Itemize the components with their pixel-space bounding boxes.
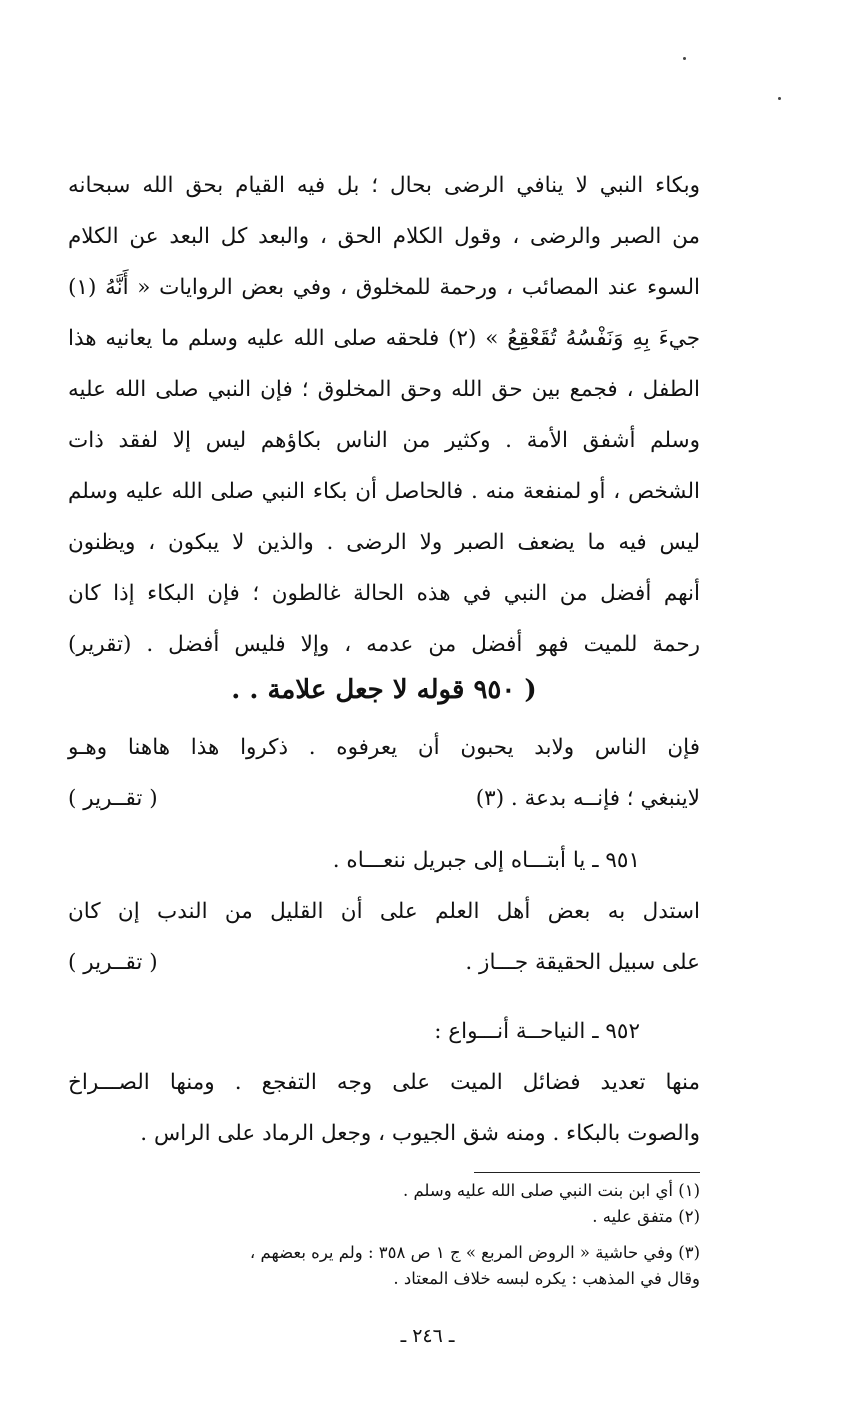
paragraph-line-with-tag: [68, 937, 700, 988]
paragraph-line: جيءَ بِهِ وَنَفْسُهُ تُقَعْقِعُ » (٢) فلحقه صلى الله عليه وسلم ما يعانيه هذا: [68, 326, 700, 351]
paragraph-line: لاينبغي ؛ فإنــه بدعة . (٣): [475, 786, 700, 811]
paragraph-line: وبكاء النبي لا ينافي الرضى بحال ؛ بل فيه القيام بحق الله سبحانه: [68, 173, 700, 198]
entry-title: ٩٥١ ـ يا أبتـــاه إلى جبريل ننعـــاه .: [332, 848, 640, 873]
paragraph-line: ليس فيه ما يضعف الصبر ولا الرضى . والذين لا يبكون ، ويظنون: [68, 530, 700, 555]
paragraph-line-with-tag: [68, 773, 700, 824]
source-tag: ( تقــرير ): [68, 786, 158, 811]
footnote-2: (٢) متفق عليه .: [592, 1207, 700, 1226]
section-950-text: [68, 722, 700, 824]
section-952: [68, 1006, 700, 1159]
paragraph-line: الطفل ، فجمع بين حق الله وحق المخلوق ؛ فإن النبي صلى الله عليه: [68, 377, 700, 402]
paragraph-line: السوء عند المصائب ، ورحمة للمخلوق ، وفي بعض الروايات « أَنَّهُ (١): [68, 275, 700, 300]
page-number: ـ ٢٤٦ ـ: [400, 1325, 455, 1347]
paragraph-line: الشخص ، أو لمنفعة منه . فالحاصل أن بكاء النبي صلى الله عليه وسلم: [68, 479, 700, 504]
paragraph-line: على سبيل الحقيقة جـــاز .: [465, 950, 700, 975]
paragraph-line: رحمة للميت فهو أفضل من عدمه ، وإلا فليس أفضل . (تقرير): [68, 632, 700, 657]
footnote-separator: [474, 1172, 700, 1173]
paragraph-line: وسلم أشفق الأمة . وكثير من الناس بكاؤهم ليس إلا لفقد ذات: [68, 428, 700, 453]
paragraph-line: استدل به بعض أهل العلم على أن القليل من الندب إن كان: [68, 899, 700, 924]
footnotes: [60, 1178, 700, 1292]
section-heading: ( ٩٥٠ قوله لا جعل علامة . .: [231, 675, 537, 705]
paragraph-line: أنهم أفضل من النبي في هذه الحالة غالطون ؛ فإن البكاء إذا كان: [68, 581, 700, 606]
entry-title: ٩٥٢ ـ النياحــة أنـــواع :: [434, 1019, 640, 1044]
scan-speck: [683, 57, 686, 60]
paragraph-line: فإن الناس ولابد يحبون أن يعرفوه . ذكروا هذا هاهنا وهـو: [68, 735, 700, 760]
footnote-1: (١) أي ابن بنت النبي صلى الله عليه وسلم .: [402, 1181, 700, 1200]
source-tag: ( تقــرير ): [68, 950, 158, 975]
section-951: [68, 835, 700, 988]
main-paragraph: [68, 160, 700, 670]
paragraph-line: منها تعديد فضائل الميت على وجه التفجع . ومنها الصـــراخ: [68, 1070, 700, 1095]
footnote-3-continued: وقال في المذهب : يكره لبسه خلاف المعتاد .: [393, 1269, 700, 1288]
footnote-3: (٣) وفي حاشية « الروض المربع » ج ١ ص ٣٥٨ : ولم يره بعضهم ،: [249, 1243, 700, 1262]
scan-speck: [778, 97, 781, 100]
paragraph-line: والصوت بالبكاء . ومنه شق الجيوب ، وجعل الرماد على الراس .: [140, 1121, 700, 1146]
paragraph-line: من الصبر والرضى ، وقول الكلام الحق ، والبعد كل البعد عن الكلام: [68, 224, 700, 249]
